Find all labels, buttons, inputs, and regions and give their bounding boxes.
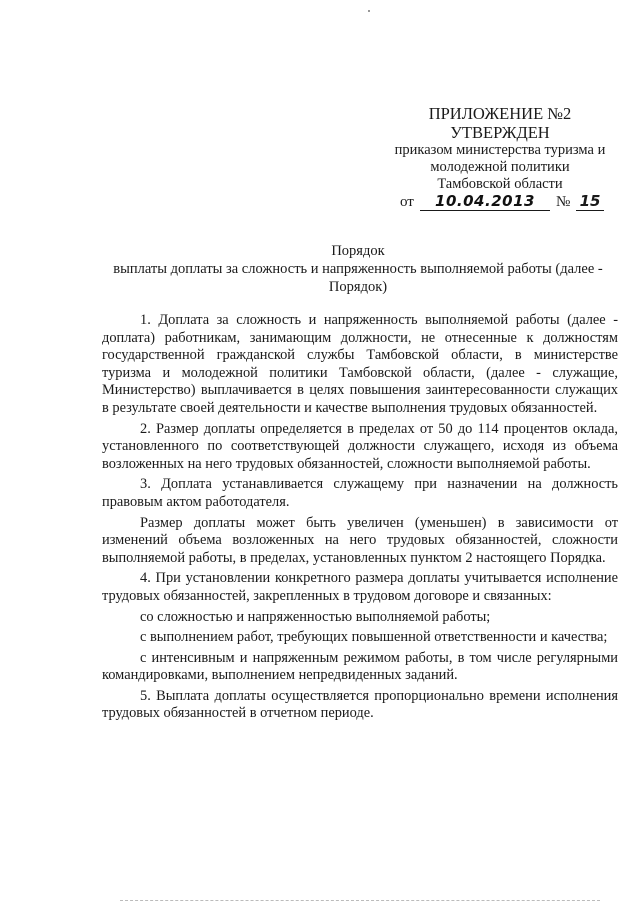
order-date-handwritten: 10.04.2013 (420, 192, 550, 211)
paragraph-4: 4. При установлении конкретного размера доплаты учитывается исполнение трудовых обязанностей, закрепленных в трудовом договоре и связанных: (102, 570, 618, 604)
title-line-2: выплаты доплаты за сложность и напряженность выполняемой работы (далее - (113, 261, 603, 277)
appendix-label: ПРИЛОЖЕНИЕ №2 (428, 104, 572, 123)
scan-bottom-edge (120, 900, 600, 903)
paragraph-3-cont: Размер доплаты может быть увеличен (уменьшен) в зависимости от изменений объема возложенных на него трудовых обязанностей, сложности выполняемой работы, в пределах, установленных пунктом 2 настоящего Порядка. (102, 514, 618, 566)
scan-artifact (368, 10, 370, 12)
order-number-handwritten: 15 (576, 192, 604, 211)
document-body (102, 312, 618, 726)
document-title (96, 242, 620, 296)
paragraph-4-item-2: с выполнением работ, требующих повышенной ответственности и качества; (140, 629, 608, 646)
paragraph-5: 5. Выплата доплаты осуществляется пропорционально времени исполнения трудовых обязанностей в отчетном периоде. (102, 687, 618, 722)
paragraph-3: 3. Доплата устанавливается служащему при назначении на должность правовым актом работодателя. (102, 476, 618, 510)
title-line-3: Порядок) (328, 279, 388, 295)
approved-label: УТВЕРЖДЕН (450, 123, 550, 142)
paragraph-4-item-3: с интенсивным и напряженным режимом работы, в том числе регулярными командировками, выполнением непредвиденных заданий. (102, 649, 618, 684)
date-prefix: от (400, 194, 414, 210)
order-line-3: Тамбовской области (437, 176, 563, 192)
number-prefix: № (556, 194, 571, 210)
order-line-2: молодежной политики (430, 159, 570, 175)
order-line-1: приказом министерства туризма и (394, 142, 606, 158)
paragraph-2: 2. Размер доплаты определяется в пределах от 50 до 114 процентов оклада, установленного по соответствующей должности служащего, исходя из объема возложенных на него трудовых обязанностей, сложности выполняемой работы. (102, 420, 618, 472)
paragraph-1: 1. Доплата за сложность и напряженность выполняемой работы (далее - доплата) работникам, занимающим должности, не отнесенные к должностям государственной гражданской службы Тамбовской области, в министерстве туризма и молодежной политики Тамбовской области, (далее - служащие, Министерство) выплачивается в целях повышения заинтересованности служащих в результате своей деятельности и качестве выполнения трудовых обязанностей. (102, 312, 618, 416)
title-line-1: Порядок (331, 243, 385, 259)
approval-block (380, 104, 620, 193)
paragraph-4-item-1: со сложностью и напряженностью выполняемой работы; (140, 608, 491, 625)
order-date-row (400, 192, 630, 216)
